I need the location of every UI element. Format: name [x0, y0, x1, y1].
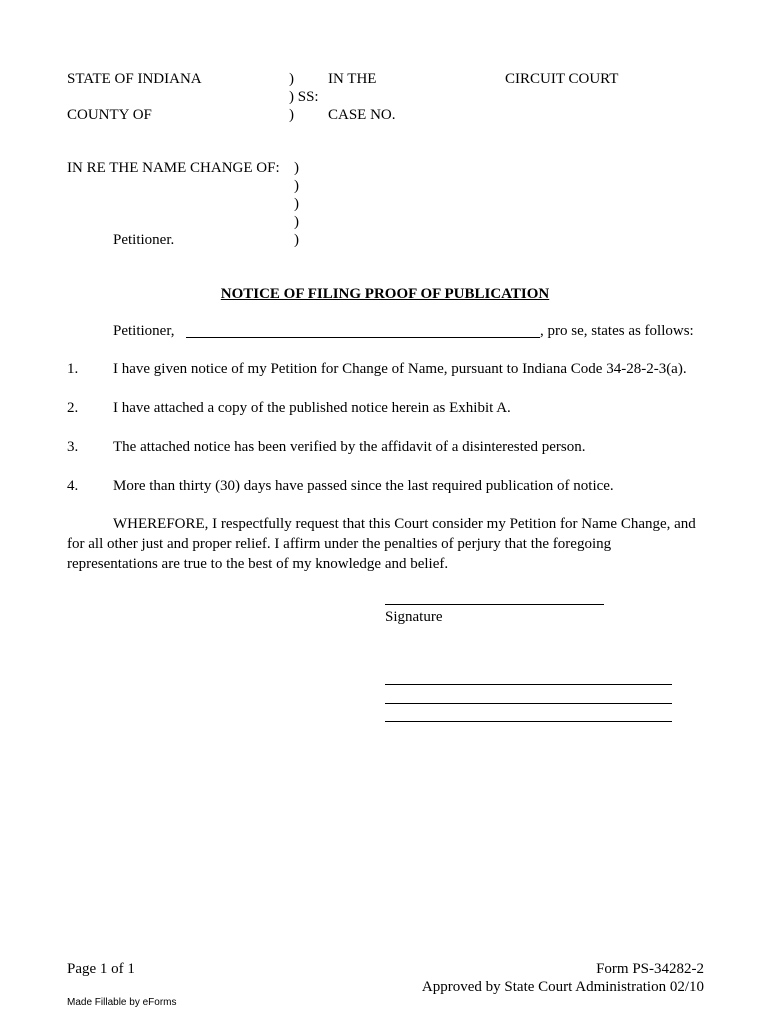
- item-text: The attached notice has been verified by the affidavit of a disinterested person.: [113, 439, 586, 455]
- petitioner-intro-label: Petitioner,: [113, 323, 175, 339]
- petitioner-name-field[interactable]: [186, 337, 540, 338]
- in-the-label: IN THE: [328, 71, 377, 87]
- caption-paren: ): [294, 232, 299, 248]
- county-label: COUNTY OF: [67, 107, 152, 123]
- form-number: Form PS-34282-2: [596, 961, 704, 977]
- item-number: 1.: [67, 361, 79, 377]
- item-text: I have given notice of my Petition for Change of Name, pursuant to Indiana Code 34-28-2-3(a).: [113, 361, 687, 377]
- item-number: 4.: [67, 478, 79, 494]
- caption-paren: ): [294, 214, 299, 230]
- caption-paren: ): [289, 107, 294, 123]
- signature-label: Signature: [385, 609, 443, 625]
- item-text: More than thirty (30) days have passed since the last required publication of notice.: [113, 478, 614, 494]
- item-number: 2.: [67, 400, 79, 416]
- state-label: STATE OF INDIANA: [67, 71, 202, 87]
- address-line-2-field[interactable]: [385, 703, 672, 704]
- wherefore-line: WHEREFORE, I respectfully request that this Court consider my Petition for Name Change, and: [113, 516, 696, 532]
- case-no-label: CASE NO.: [328, 107, 396, 123]
- pro-se-text: , pro se, states as follows:: [540, 323, 694, 339]
- in-re-label: IN RE THE NAME CHANGE OF:: [67, 160, 280, 176]
- wherefore-line: representations are true to the best of my knowledge and belief.: [67, 556, 449, 572]
- petitioner-label: Petitioner.: [113, 232, 175, 248]
- document-title: NOTICE OF FILING PROOF OF PUBLICATION: [220, 286, 550, 302]
- address-line-1-field[interactable]: [385, 684, 672, 685]
- ss-label: ) SS:: [289, 89, 319, 105]
- caption-paren: ): [294, 196, 299, 212]
- wherefore-line: for all other just and proper relief. I affirm under the penalties of perjury that the foregoing: [67, 536, 612, 552]
- address-line-3-field[interactable]: [385, 721, 672, 722]
- made-fillable-note: Made Fillable by eForms: [67, 997, 177, 1008]
- approval-note: Approved by State Court Administration 02/10: [421, 979, 704, 995]
- page-number: Page 1 of 1: [67, 961, 135, 977]
- caption-paren: ): [294, 178, 299, 194]
- caption-paren: ): [294, 160, 299, 176]
- signature-field[interactable]: [385, 604, 604, 605]
- item-text: I have attached a copy of the published notice herein as Exhibit A.: [113, 400, 511, 416]
- item-number: 3.: [67, 439, 79, 455]
- caption-paren: ): [289, 71, 294, 87]
- court-label: CIRCUIT COURT: [505, 71, 619, 87]
